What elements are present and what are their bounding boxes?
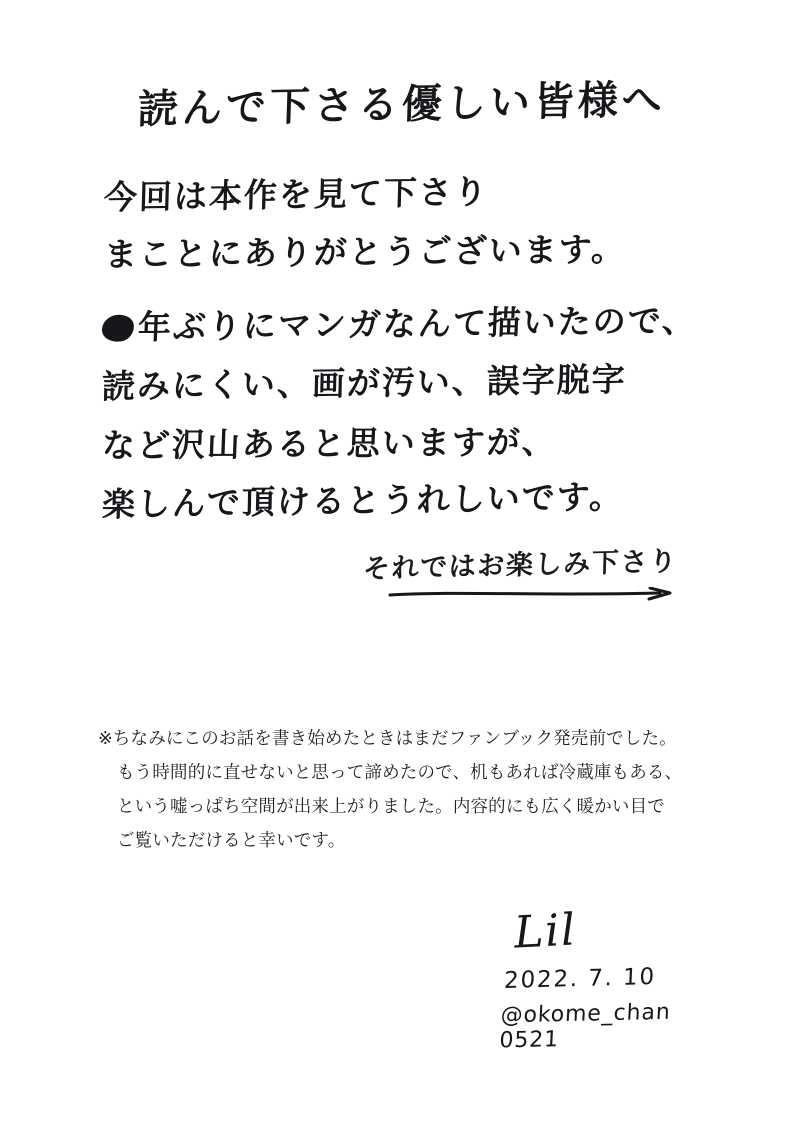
printed-note (98, 722, 728, 859)
note-line-3: という嘘っぱち空間が出来上がりました。内容的にも広く暖かい目で (117, 797, 665, 818)
signature-date: 2022. 7. 10 (503, 963, 657, 994)
afterword-closing-line: それではお楽しみ下さり (362, 546, 679, 585)
afterword-closing-block (86, 543, 714, 601)
ink-blob-icon (101, 313, 135, 344)
signature-name: Lil (512, 904, 579, 959)
note-line-1: ※ちなみにこのお話を書き始めたときはまだファンブック発売前でした。 (98, 729, 677, 749)
handwritten-afterword (0, 78, 800, 601)
afterword-line-5: など沢山あると思いますが、 (101, 422, 558, 466)
afterword-line-4: 読みにくい、画が汚い、誤字脱字 (101, 359, 628, 407)
signature-handle: @okome_chan 0521 (498, 999, 672, 1054)
afterword-line-3 (101, 300, 714, 347)
afterword-line-1: 今回は本作を見て下さり (103, 171, 490, 218)
afterword-line-2: まことにありがとうございます。 (103, 229, 627, 275)
signature-block (498, 902, 730, 1054)
right-arrow-icon (388, 587, 678, 601)
afterword-line-3-text: 年ぶりにマンガなんて描いたので、 (137, 300, 698, 347)
afterword-title: 読んで下さる優しい皆様へ (137, 76, 667, 134)
afterword-line-6: 楽しんで頂けるとうれしいです。 (101, 476, 625, 525)
note-line-2: もう時間的に直せないと思って諦めたので、机もあれば冷蔵庫もある、 (117, 763, 683, 784)
note-line-4: ご覧いただけると幸いです。 (117, 831, 346, 852)
